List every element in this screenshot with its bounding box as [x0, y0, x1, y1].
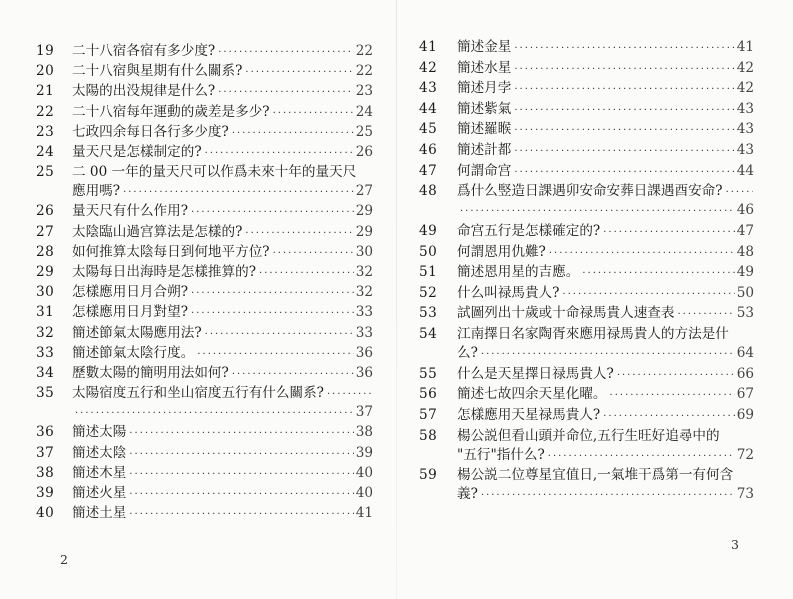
entry-number: 39	[36, 485, 55, 501]
entry-title: 二十八宿與星期有什么關系?	[72, 63, 243, 80]
entry-page-number: 29	[355, 223, 373, 240]
entry-title: 如何推算太陰每日到何地平方位?	[72, 243, 270, 260]
entry-title: 簡述節氣太陽應用法?	[72, 324, 202, 341]
dot-leader	[514, 101, 734, 120]
entry-number: 31	[36, 304, 55, 321]
entry-number: 44	[419, 100, 438, 117]
entry-title: 何謂恩用仇難?	[457, 243, 546, 260]
dot-leader	[481, 345, 735, 364]
entry-page-number: 47	[736, 223, 754, 239]
entry-page-number: 69	[736, 407, 754, 423]
dot-leader	[197, 345, 353, 364]
entry-page-number: 42	[736, 80, 754, 97]
entry-page-number: 24	[355, 103, 373, 120]
entry-number: 22	[36, 103, 55, 120]
entry-page-number: 25	[355, 123, 373, 140]
entry-page-number: 22	[355, 43, 373, 59]
entry-page-number: 37	[355, 404, 373, 421]
dot-leader	[129, 465, 353, 484]
entry-title: 楊公説二位尊星宜值日,一氣堆干爲第一有何含	[457, 467, 734, 484]
entry-title: 怎樣應用日月對望?	[72, 304, 189, 321]
entry-page-number: 48	[736, 243, 754, 260]
dot-leader	[548, 447, 735, 466]
entry-number: 19	[36, 43, 55, 59]
dot-leader	[481, 486, 735, 505]
entry-page-number: 33	[355, 304, 373, 321]
dot-leader	[232, 124, 354, 143]
entry-title: 楊公説但看山頭并命位,五行生旺好追尋中的	[457, 427, 720, 444]
entry-title: 簡述木星	[72, 464, 127, 481]
dot-leader	[610, 386, 735, 405]
entry-title: 簡述水星	[457, 59, 512, 76]
entry-number: 59	[419, 467, 438, 484]
dot-leader	[514, 80, 734, 99]
entry-title: 簡述恩用星的吉應。	[457, 264, 580, 281]
entry-page-number: 49	[736, 264, 754, 281]
entry-page-number: 38	[355, 424, 373, 441]
entry-page-number: 39	[355, 444, 373, 461]
entry-number: 58	[419, 427, 438, 444]
entry-number: 48	[419, 183, 438, 200]
entry-number: 21	[36, 83, 55, 100]
entry-title-continued: 應用嗎?	[72, 183, 121, 200]
dot-leader	[582, 264, 734, 283]
entry-page-number: 41	[355, 505, 373, 522]
entry-number: 20	[36, 63, 55, 80]
entry-title: 二十八宿各宿有多少度?	[72, 43, 216, 59]
entry-page-number: 42	[736, 59, 754, 76]
dot-leader	[549, 244, 735, 263]
entry-page-number: 23	[355, 83, 373, 100]
entry-title: 什么是天星擇日禄馬貴人?	[457, 365, 614, 382]
entry-title: 簡述太陰	[72, 444, 127, 461]
dot-leader	[259, 264, 354, 283]
entry-title: 怎樣應用天星禄馬貴人?	[457, 407, 601, 423]
entry-page-number: 66	[736, 365, 754, 382]
dot-leader	[218, 83, 353, 102]
entry-page-number: 36	[355, 365, 373, 381]
entry-title: 量天尺是怎樣制定的?	[72, 144, 202, 160]
entry-page-number: 26	[355, 144, 373, 160]
dot-leader	[603, 223, 734, 242]
entry-page-number: 32	[355, 264, 373, 280]
entry-title: 太陽宿度五行和坐山宿度五行有什么關系?	[72, 385, 324, 402]
entry-title: 簡述紫氣	[457, 100, 512, 117]
entry-number: 52	[419, 284, 438, 301]
dot-leader	[245, 63, 353, 82]
entry-number: 35	[36, 385, 55, 402]
entry-title: 二十八宿每年運動的歲差是多少?	[72, 103, 270, 120]
dot-leader	[514, 39, 734, 58]
entry-number: 54	[419, 326, 438, 342]
dot-leader	[191, 203, 354, 222]
entry-page-number: 44	[736, 162, 754, 179]
entry-title: 簡述七故四余天星化曜。	[457, 386, 607, 403]
entry-number: 40	[36, 505, 55, 522]
entry-title: 七政四余每日各行多少度?	[72, 123, 229, 140]
entry-number: 25	[36, 164, 55, 181]
dot-leader	[191, 304, 354, 323]
entry-number: 27	[36, 223, 55, 240]
dot-leader	[245, 224, 353, 243]
dot-leader	[129, 485, 353, 504]
entry-number: 30	[36, 284, 55, 301]
entry-title: 簡述羅睺	[457, 121, 512, 138]
entry-number: 43	[419, 80, 438, 97]
entry-number: 47	[419, 162, 438, 179]
entry-page-number: 32	[355, 284, 373, 301]
entry-page-number: 43	[736, 100, 754, 117]
entry-page-number: 36	[355, 344, 373, 361]
entry-title: 量天尺有什么作用?	[72, 203, 189, 220]
entry-page-number: 67	[736, 386, 754, 403]
entry-number: 33	[36, 344, 55, 361]
entry-title: 簡述土星	[72, 505, 127, 522]
entry-title: 簡述計都	[457, 142, 512, 158]
entry-page-number: 40	[355, 485, 373, 501]
entry-number: 51	[419, 264, 438, 281]
entry-page-number: 72	[736, 446, 754, 463]
book-spine	[396, 0, 397, 599]
entry-title-continued: "五行"指什么?	[457, 446, 545, 463]
dot-leader	[205, 144, 354, 163]
entry-title: 二 00 一年的量天尺可以作爲未來十年的量天尺	[72, 164, 357, 181]
dot-leader	[75, 404, 354, 423]
entry-title: 江南擇日名家陶胥來應用禄馬貴人的方法是什	[457, 326, 729, 342]
dot-leader	[603, 407, 734, 426]
dot-leader	[191, 284, 354, 303]
entry-title: 太陰臨山過宫算法是怎樣的?	[72, 223, 243, 240]
entry-number: 23	[36, 123, 55, 140]
entry-number: 29	[36, 264, 55, 280]
dot-leader	[129, 505, 353, 524]
dot-leader	[514, 60, 734, 79]
entry-page-number: 40	[355, 464, 373, 481]
entry-number: 28	[36, 243, 55, 260]
dot-leader	[273, 104, 354, 123]
dot-leader	[678, 305, 735, 324]
dot-leader	[514, 121, 734, 140]
entry-title-continued: 義?	[457, 486, 478, 503]
dot-leader	[562, 285, 734, 304]
entry-page-number: 43	[736, 142, 754, 158]
dot-leader	[726, 183, 753, 202]
entry-page-number: 46	[736, 202, 754, 219]
entry-page-number: 29	[355, 203, 373, 220]
entry-page-number: 27	[355, 183, 373, 200]
dot-leader	[232, 365, 354, 384]
entry-title: 太陽每日出海時是怎樣推算的?	[72, 264, 257, 280]
dot-leader	[129, 424, 353, 443]
entry-page-number: 53	[736, 305, 754, 322]
entry-number: 57	[419, 407, 438, 423]
entry-number: 46	[419, 142, 438, 158]
dot-leader	[218, 43, 353, 62]
entry-number: 38	[36, 464, 55, 481]
dot-leader	[123, 183, 354, 202]
entry-number: 56	[419, 386, 438, 403]
entry-title: 簡述金星	[457, 39, 512, 55]
entry-number: 37	[36, 444, 55, 461]
entry-number: 49	[419, 223, 438, 239]
entry-page-number: 73	[736, 486, 754, 503]
entry-title: 怎樣應用日月合朔?	[72, 284, 189, 301]
right-page-number: 3	[731, 537, 739, 552]
entry-title: 歷數太陽的簡明用法如何?	[72, 365, 229, 381]
entry-title: 太陽的出没規律是什么?	[72, 83, 216, 100]
entry-title-continued: 么?	[457, 345, 478, 361]
entry-number: 24	[36, 144, 55, 160]
entry-number: 53	[419, 305, 438, 322]
entry-title: 簡述月孛	[457, 80, 512, 97]
entry-number: 41	[419, 39, 438, 55]
entry-title: 何謂命宫	[457, 162, 512, 179]
dot-leader	[460, 202, 735, 221]
dot-leader	[273, 244, 354, 263]
entry-page-number: 22	[355, 63, 373, 80]
entry-title: 簡述太陽	[72, 424, 127, 441]
entry-number: 55	[419, 365, 438, 382]
entry-title: 試圖列出十歲或十命禄馬貴人速查表	[457, 305, 675, 322]
dot-leader	[617, 366, 735, 385]
entry-title: 簡述節氣太陰行度。	[72, 344, 195, 361]
entry-number: 26	[36, 203, 55, 220]
entry-number: 50	[419, 243, 438, 260]
entry-page-number: 64	[736, 345, 754, 361]
entry-number: 34	[36, 365, 55, 381]
entry-number: 32	[36, 324, 55, 341]
entry-page-number: 33	[355, 324, 373, 341]
dot-leader	[514, 163, 734, 182]
entry-page-number: 41	[736, 39, 754, 55]
entry-number: 45	[419, 121, 438, 138]
dot-leader	[514, 142, 734, 161]
entry-title: 爲什么竪造日課遇卯安命安葬日課遇酉安命?	[457, 183, 723, 200]
dot-leader	[327, 385, 372, 404]
entry-title: 什么叫禄馬貴人?	[457, 284, 560, 301]
left-page-number: 2	[60, 552, 68, 567]
entry-number: 36	[36, 424, 55, 441]
dot-leader	[205, 325, 354, 344]
entry-page-number: 50	[736, 284, 754, 301]
entry-number: 42	[419, 59, 438, 76]
entry-page-number: 43	[736, 121, 754, 138]
entry-title: 簡述火星	[72, 485, 127, 501]
entry-page-number: 30	[355, 243, 373, 260]
entry-title: 命宫五行是怎樣確定的?	[457, 223, 601, 239]
dot-leader	[129, 445, 353, 464]
